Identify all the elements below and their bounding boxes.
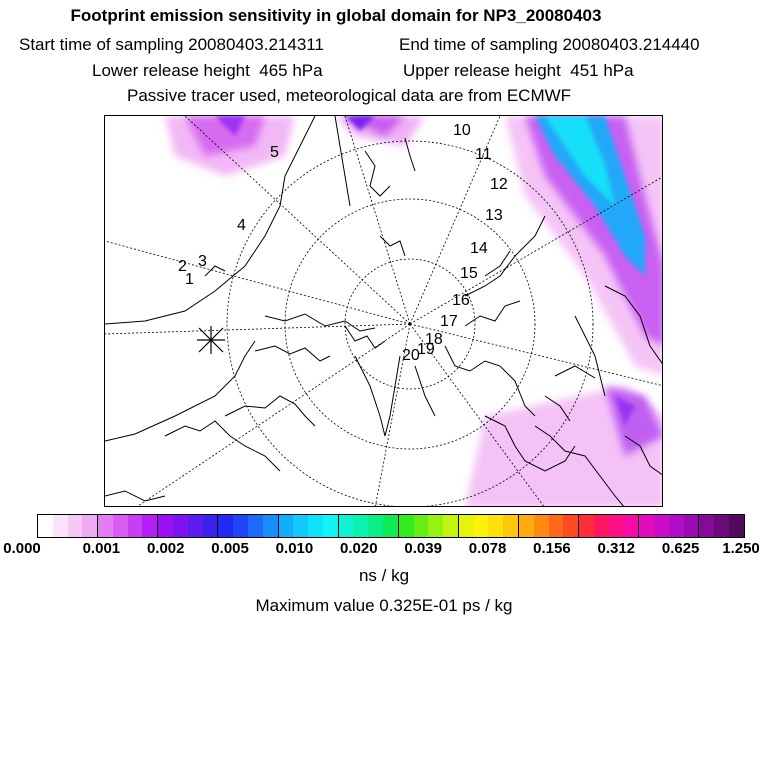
trajectory-label: 2 xyxy=(178,258,187,275)
colorbar-cell xyxy=(233,515,248,537)
colorbar-tick-label: 0.078 xyxy=(468,540,507,557)
trajectory-label: 12 xyxy=(490,176,508,193)
colorbar-cell xyxy=(263,515,279,537)
trajectory-label: 11 xyxy=(475,146,492,163)
colorbar-tick-label: 0.039 xyxy=(404,540,442,557)
colorbar-cell xyxy=(142,515,158,537)
tracer-note: Passive tracer used, meteorological data are from ECMWF xyxy=(127,86,572,105)
colorbar-cell xyxy=(368,515,383,537)
colorbar-tick-label: 0.312 xyxy=(597,540,636,557)
colorbar-unit: ns / kg xyxy=(358,566,410,585)
colorbar-cell xyxy=(474,515,489,537)
colorbar-tick-label: 0.625 xyxy=(661,540,700,557)
colorbar-cell xyxy=(203,515,219,537)
colorbar-cell xyxy=(428,515,443,537)
colorbar-cell xyxy=(158,515,173,537)
colorbar-cell xyxy=(594,515,609,537)
colorbar-cell xyxy=(82,515,98,537)
colorbar-tick-label: 0.156 xyxy=(533,540,571,557)
colorbar-cell xyxy=(549,515,564,537)
trajectory-label: 17 xyxy=(440,313,458,330)
lower-release-height: Lower release height 465 hPa xyxy=(92,61,323,80)
colorbar-tick-label: 0.001 xyxy=(82,540,121,557)
maximum-value: Maximum value 0.325E-01 ps / kg xyxy=(255,596,513,615)
map-canvas xyxy=(105,116,663,507)
colorbar-cell xyxy=(684,515,700,537)
trajectory-label: 19 xyxy=(417,341,435,358)
colorbar-cell xyxy=(579,515,594,537)
figure-title: Footprint emission sensitivity in global domain for NP3_20080403 xyxy=(70,6,602,25)
colorbar-tick-label: 0.005 xyxy=(211,540,249,557)
colorbar-cell xyxy=(218,515,233,537)
trajectory-label: 13 xyxy=(485,207,503,224)
colorbar-cell xyxy=(699,515,714,537)
trajectory-label: 20 xyxy=(402,347,420,364)
colorbar-cell xyxy=(383,515,399,537)
end-time: End time of sampling 20080403.214440 xyxy=(399,35,700,54)
colorbar-tick-label: 0.010 xyxy=(275,540,314,557)
colorbar-cell xyxy=(399,515,414,537)
trajectory-label: 14 xyxy=(470,240,488,257)
colorbar-tick-label: 1.250 xyxy=(722,540,760,557)
colorbar-cell xyxy=(323,515,339,537)
colorbar-cell xyxy=(98,515,113,537)
colorbar-cell xyxy=(68,515,83,537)
colorbar-cell xyxy=(308,515,323,537)
colorbar-cell xyxy=(714,515,729,537)
colorbar-cell xyxy=(443,515,459,537)
colorbar-cell xyxy=(534,515,549,537)
trajectory-label: 1 xyxy=(185,271,194,288)
colorbar-cell xyxy=(639,515,654,537)
colorbar-cell xyxy=(128,515,143,537)
colorbar-cell xyxy=(188,515,203,537)
colorbar-cell xyxy=(623,515,639,537)
colorbar-tick-label: 0.002 xyxy=(146,540,185,557)
colorbar-tick-label: 0.020 xyxy=(340,540,378,557)
colorbar-cell xyxy=(729,515,744,537)
trajectory-label: 3 xyxy=(198,253,207,270)
footprint-map xyxy=(104,115,663,507)
colorbar-cell xyxy=(654,515,669,537)
trajectory-label: 15 xyxy=(460,265,478,282)
colorbar-cell xyxy=(669,515,684,537)
colorbar-cell xyxy=(38,515,53,537)
trajectory-label: 10 xyxy=(453,122,471,139)
colorbar-cell xyxy=(519,515,534,537)
colorbar-tick-label: 0.000 xyxy=(3,540,41,557)
trajectory-label: 16 xyxy=(452,292,470,309)
colorbar-cell xyxy=(293,515,308,537)
colorbar-cell xyxy=(414,515,429,537)
colorbar-cell xyxy=(459,515,474,537)
colorbar-cell xyxy=(248,515,263,537)
start-time: Start time of sampling 20080403.214311 xyxy=(19,35,324,54)
colorbar-cell xyxy=(609,515,624,537)
colorbar-cell xyxy=(353,515,368,537)
colorbar-cell xyxy=(503,515,519,537)
colorbar-cell xyxy=(173,515,188,537)
colorbar-cell xyxy=(488,515,503,537)
colorbar-cell xyxy=(113,515,128,537)
trajectory-label: 18 xyxy=(425,331,443,348)
colorbar-cell xyxy=(279,515,294,537)
trajectory-label: 5 xyxy=(270,144,279,161)
colorbar-cell xyxy=(339,515,354,537)
colorbar xyxy=(37,514,745,538)
colorbar-cell xyxy=(563,515,579,537)
colorbar-cell xyxy=(53,515,68,537)
upper-release-height: Upper release height 451 hPa xyxy=(403,61,634,80)
sensitivity-field xyxy=(165,116,663,507)
release-site-asterisk xyxy=(197,326,225,354)
trajectory-label: 4 xyxy=(237,217,246,234)
